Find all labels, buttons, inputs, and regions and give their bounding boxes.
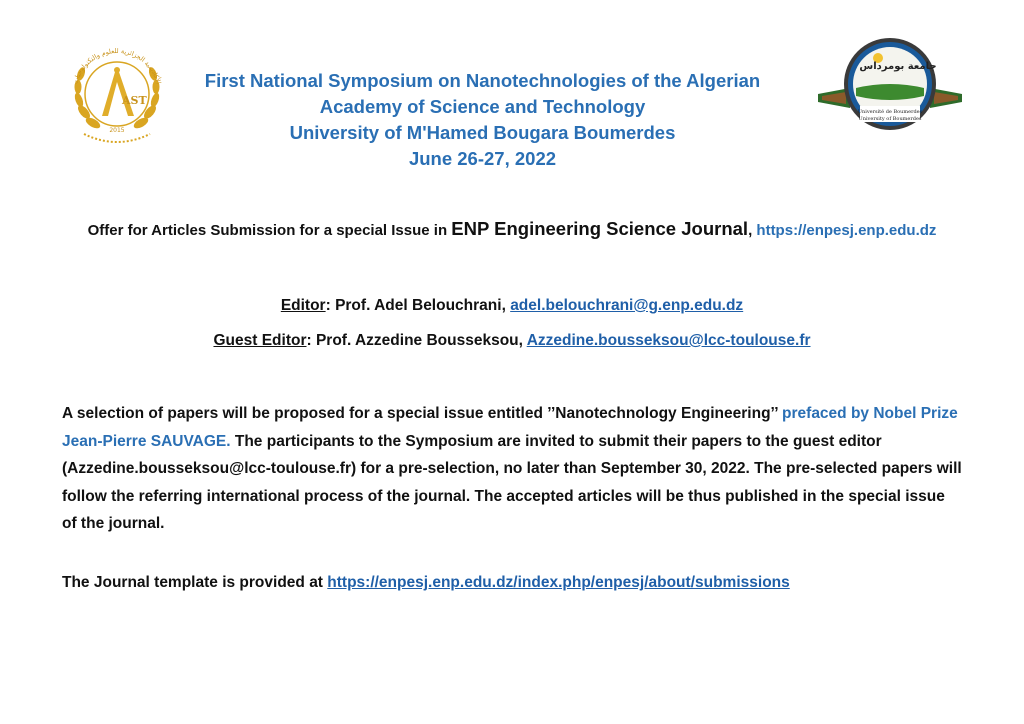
header-line-1: First National Symposium on Nanotechnologies of the Algerian [204,70,761,91]
svg-text:جامعة بومرداس: جامعة بومرداس [859,61,937,72]
header-date: June 26-27, 2022 [408,148,557,169]
guest-editor-email-link[interactable]: Azzedine.bousseksou@lcc-toulouse.fr [526,332,811,349]
guest-editor-label: Guest Editor [213,332,307,349]
svg-text:2015: 2015 [109,127,125,134]
ast-academy-logo [62,34,172,150]
journal-name: ENP Engineering Science Journal [451,218,749,239]
svg-text:Université de Boumerdes: Université de Boumerdes [857,109,923,115]
offer-prefix: Offer for Articles Submission for a special Issue in [87,222,452,239]
editor-name: Prof. Adel Belouchrani, [335,297,511,314]
selection-paragraph [62,400,962,538]
guest-editor-name: Prof. Azzedine Bousseksou, [315,332,527,349]
offer-comma: , [748,222,757,239]
header-line-3: University of M'Hamed Bougara Boumerdes [289,122,676,143]
template-line [62,574,790,592]
svg-text:University of Boumerdes: University of Boumerdes [858,116,922,122]
template-text: The Journal template is provided at [62,574,328,591]
editor-colon: : [325,297,336,314]
paragraph-part-1: A selection of papers will be proposed for a special issue entitled ’’Nanotechnology Engineering’’ [62,405,783,422]
header-line-2: Academy of Science and Technology [319,96,646,117]
svg-text:الأكاديمية الجزائرية للعلوم وا: الأكاديمية الجزائرية للعلوم والتكنولوجيات [71,46,163,85]
editor-line [0,297,1024,315]
editor-email-link[interactable]: adel.belouchrani@g.enp.edu.dz [510,297,744,314]
guest-editor-colon: : [306,332,316,349]
svg-text:AST: AST [122,94,147,107]
nobel-preface-highlight: prefaced by Nobel Prize Jean-Pierre SAUVAGE. [62,405,958,450]
guest-editor-line [0,332,1024,350]
paragraph-part-2: The participants to the Symposium are invited to submit their papers to the guest editor (Azzedine.bousseksou@lcc-toulouse.fr) for a pre-selection, no later than September 30, 2022. The pre-selected papers will follow the referring international process of the journal. The accepted articles will be thus published in the special issue of the journal. [62,432,962,532]
symposium-header [175,68,790,172]
template-url-link[interactable]: https://enpesj.enp.edu.dz/index.php/enpesj/about/submissions [327,574,790,591]
journal-url-link[interactable]: https://enpesj.enp.edu.dz [756,222,937,239]
offer-line [0,218,1024,240]
editor-label: Editor [280,297,326,314]
university-boumerdes-logo [816,36,964,136]
